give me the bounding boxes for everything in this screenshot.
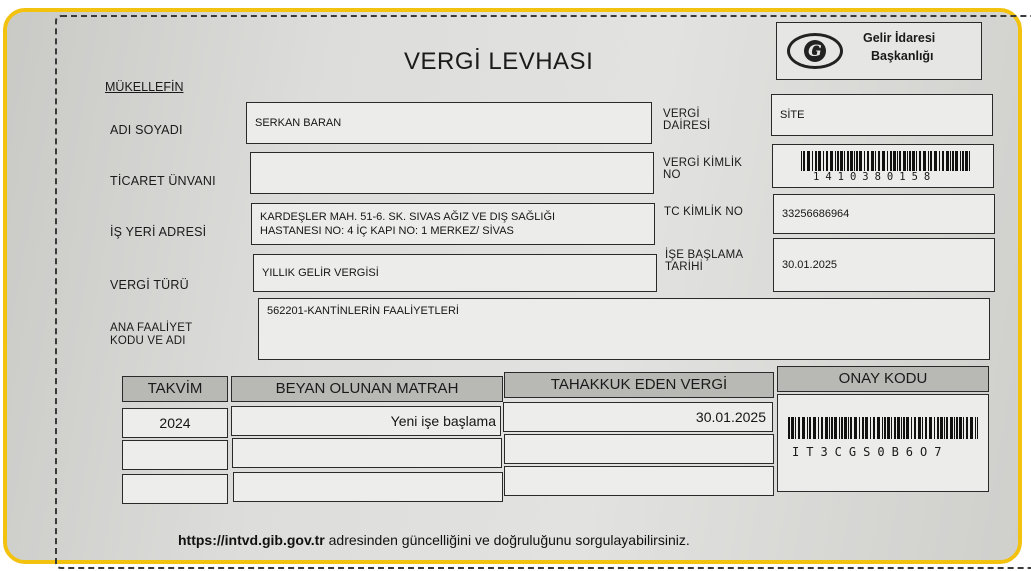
ise-baslama-field <box>773 238 995 292</box>
ise-baslama-label <box>665 249 743 273</box>
row2-matrah <box>232 438 502 468</box>
gib-logo-icon: G <box>787 33 843 69</box>
vergi-dairesi-label-line2: DAİRESİ <box>663 120 711 132</box>
footer-text: adresinden güncelliğini ve doğruluğunu sorgulayabilirsiniz. <box>324 532 690 548</box>
vergi-kimlik-label <box>663 157 742 181</box>
vergi-dairesi-field <box>771 94 993 136</box>
table-header-onay: ONAY KODU <box>777 366 989 392</box>
row1-matrah: Yeni işe başlama <box>231 406 501 436</box>
onay-kodu-barcode <box>788 417 978 439</box>
vergi-kimlik-barcode <box>801 151 971 173</box>
is-yeri-adresi-field <box>251 203 655 245</box>
vergi-kimlik-label-line1: VERGİ KİMLİK <box>663 157 743 169</box>
section-label: MÜKELLEFİN <box>105 80 184 94</box>
vergi-dairesi-value: SİTE <box>780 109 805 121</box>
vergi-turu-label: VERGİ TÜRÜ <box>110 278 189 292</box>
vergi-turu-field <box>253 254 657 292</box>
onay-kodu-field <box>777 394 989 492</box>
tc-kimlik-field <box>773 194 995 234</box>
row2-takvim <box>122 440 228 470</box>
gib-logo-box <box>776 22 982 80</box>
ise-baslama-label-line1: İŞE BAŞLAMA <box>665 249 744 261</box>
ana-faaliyet-label-line2: KODU VE ADI <box>110 335 186 347</box>
footer-url[interactable]: https://intvd.gib.gov.tr <box>178 532 325 548</box>
table-header-vergi: TAHAKKUK EDEN VERGİ <box>504 372 774 398</box>
is-yeri-adresi-line1: KARDEŞLER MAH. 51-6. SK. SIVAS AĞIZ VE DIŞ SAĞLIĞI <box>260 211 556 223</box>
ana-faaliyet-value: 562201-KANTİNLERİN FAALİYETLERİ <box>267 305 459 317</box>
ticaret-unvani-label: TİCARET ÜNVANI <box>110 174 216 188</box>
document-title: VERGİ LEVHASI <box>404 48 594 75</box>
is-yeri-adresi-label: İŞ YERİ ADRESİ <box>110 225 207 239</box>
table-header-takvim: TAKVİM <box>122 376 228 402</box>
adi-soyadi-label: ADI SOYADI <box>110 123 183 137</box>
is-yeri-adresi-value <box>260 210 555 238</box>
row3-takvim <box>122 474 228 504</box>
row3-vergi <box>504 466 774 496</box>
row2-vergi <box>504 434 774 464</box>
table-header-matrah: BEYAN OLUNAN MATRAH <box>231 376 503 402</box>
logo-line-2: Başkanlığı <box>871 49 934 63</box>
ana-faaliyet-field <box>258 298 990 360</box>
is-yeri-adresi-line2: HASTANESI NO: 4 İÇ KAPI NO: 1 MERKEZ/ SİVAS <box>260 225 514 237</box>
tc-kimlik-value: 33256686964 <box>782 208 850 220</box>
row1-takvim: 2024 <box>122 408 228 438</box>
vergi-kimlik-label-line2: NO <box>663 169 681 181</box>
footer-note <box>178 532 690 548</box>
ticaret-unvani-field <box>250 152 654 194</box>
row1-vergi: 30.01.2025 <box>503 402 773 432</box>
ise-baslama-value: 30.01.2025 <box>782 259 838 271</box>
vergi-kimlik-field <box>772 144 994 188</box>
ana-faaliyet-label <box>110 322 192 348</box>
adi-soyadi-field <box>246 102 652 144</box>
adi-soyadi-value: SERKAN BARAN <box>255 117 342 129</box>
vergi-dairesi-label-line1: VERGİ <box>663 108 700 120</box>
vergi-turu-value: YILLIK GELİR VERGİSİ <box>262 267 379 279</box>
ana-faaliyet-label-line1: ANA FAALİYET <box>110 322 193 334</box>
logo-line-1: Gelir İdaresi <box>863 31 936 45</box>
onay-kodu-value: IT3CGS0B6O7 <box>792 445 949 459</box>
vergi-dairesi-label <box>663 108 710 132</box>
vergi-kimlik-digits: 1410380158 <box>813 171 937 183</box>
ise-baslama-label-line2: TARİHİ <box>665 261 704 273</box>
row3-matrah <box>233 472 503 502</box>
tc-kimlik-label: TC KİMLİK NO <box>664 206 744 218</box>
